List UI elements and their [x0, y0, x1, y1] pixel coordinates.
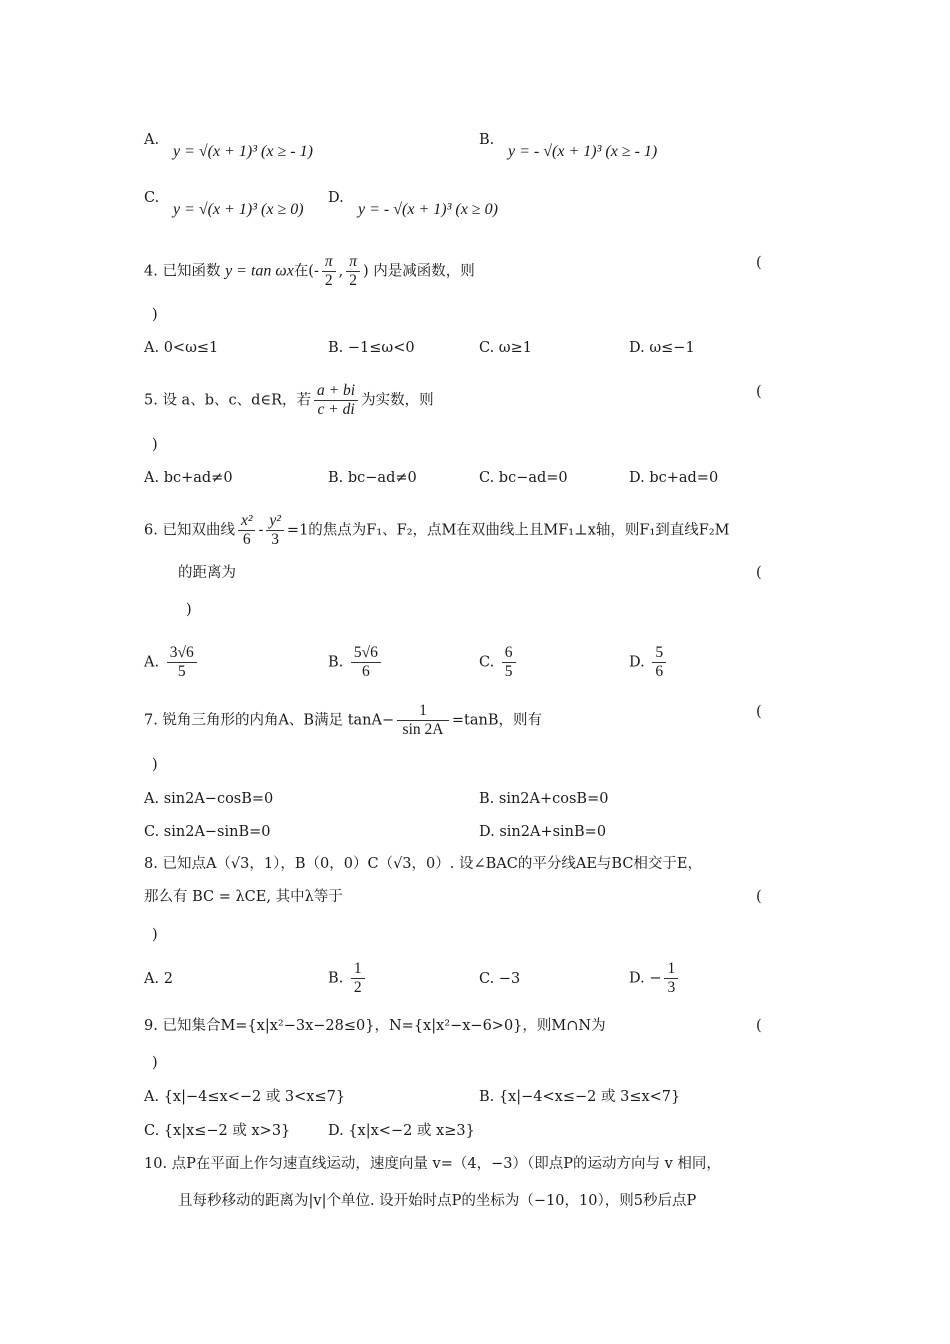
q6-stem-line2: 的距离为 [178, 565, 236, 581]
q10-stem-line2: 且每秒移动的距离为|v|个单位. 设开始时点P的坐标为（−10，10），则5秒后点P [178, 1193, 697, 1209]
question-number: 4. [144, 263, 158, 280]
q4-option-d: D. ω≤−1 [629, 340, 695, 356]
q9-option-c: C. {x|x≤−2 或 x>3} [144, 1123, 291, 1139]
q6-option-c: C. $\frac{6}{5}$ [479, 644, 519, 681]
q4-function: y = tan ωx [225, 262, 294, 280]
answer-paren-close: ) [152, 757, 158, 773]
q7-option-c: C. sin2A−sinB=0 [144, 824, 271, 840]
q5-fraction: $\frac{a + bi}{c + di}$ [314, 382, 358, 419]
answer-paren-close: ) [186, 602, 192, 618]
q4-stem-pre: 已知函数 [162, 263, 221, 280]
question-number: 10. [144, 1156, 168, 1172]
q6-option-a: A. $\frac{3√6}{5}$ [144, 644, 200, 681]
q8-stem-line1: 已知点A（√3，1），B（0，0）C（√3，0）. 设∠BAC的平分线AE与BC相交于E， [162, 856, 703, 872]
answer-paren-open: ( [756, 384, 762, 400]
question-4-stem: 4. 已知函数 y = tan ωx在(- $\frac{\pi}{2}$ , $\frac{\pi}{2}$ ) 内是减函数，则 [144, 253, 475, 289]
q10-stem-line1: 点P在平面上作匀速直线运动，速度向量 v=（4，−3）（即点P的运动方向与 v 相同， [171, 1156, 721, 1172]
q6-y2-over-3: $\frac{\text{y²}}{3}$ [266, 512, 284, 549]
answer-paren-close: ) [152, 307, 158, 323]
q7-fraction: $\frac{1}{\sin 2A}$ [397, 702, 449, 739]
q3-option-b-expr: y = - √(x + 1)³ (x ≥ - 1) [508, 143, 658, 160]
q3-option-c-expr: y = √(x + 1)³ (x ≥ 0) [173, 201, 304, 218]
q3-option-c-label: C. [144, 190, 160, 206]
answer-paren-open: ( [756, 255, 762, 271]
q5-stem-pre: 设 a、b、c、d∈R，若 [162, 392, 312, 409]
q3-option-a-label: A. [144, 132, 160, 148]
q4-option-c: C. ω≥1 [479, 340, 532, 356]
question-number: 8. [144, 856, 158, 872]
q9-stem: 已知集合M={x|x²−3x−28≤0}，N={x|x²−x−6>0}，则M∩N为 [162, 1018, 606, 1034]
q7-stem-post: =tanB，则有 [451, 712, 542, 729]
q9-option-b: B. {x|−4<x≤−2 或 3≤x<7} [479, 1089, 681, 1105]
q5-stem-post: 为实数，则 [361, 392, 434, 409]
q6-stem-pre: 已知双曲线 [162, 522, 235, 539]
q5-option-c: C. bc−ad=0 [479, 470, 568, 486]
answer-paren-close: ) [152, 927, 158, 943]
q7-option-a: A. sin2A−cosB=0 [144, 791, 274, 807]
q4-stem-post: ) 内是减函数，则 [363, 263, 475, 280]
q3-option-d-label: D. [328, 190, 344, 206]
q7-option-d: D. sin2A+sinB=0 [479, 824, 607, 840]
question-8-stem [144, 854, 702, 874]
q5-option-d: D. bc+ad=0 [629, 470, 719, 486]
answer-paren-open: ( [756, 565, 762, 581]
q6-stem-post: =1的焦点为F₁、F₂，点M在双曲线上且MF₁⊥x轴，则F₁到直线F₂M [286, 522, 730, 539]
q4-pi-over-2-a: $\frac{\pi}{2}$ [322, 253, 336, 290]
answer-paren-open: ( [756, 1018, 762, 1034]
q3-option-b-label: B. [479, 132, 495, 148]
q4-pi-over-2-b: $\frac{\pi}{2}$ [346, 253, 360, 290]
q5-option-a: A. bc+ad≠0 [144, 470, 233, 486]
question-9-stem [144, 1016, 606, 1036]
question-number: 7. [144, 712, 158, 729]
q7-stem-pre: 锐角三角形的内角A、B满足 tanA− [162, 712, 395, 729]
q8-option-c: C. −3 [479, 971, 521, 987]
q3-option-d-expr: y = - √(x + 1)³ (x ≥ 0) [358, 201, 498, 218]
q5-option-b: B. bc−ad≠0 [328, 470, 417, 486]
answer-paren-open: ( [756, 889, 762, 905]
q8-option-d: D. − $\frac{1}{3}$ [629, 960, 681, 997]
question-10-stem [144, 1154, 721, 1174]
q4-option-a: A. 0<ω≤1 [144, 340, 219, 356]
answer-paren-close: ) [152, 437, 158, 453]
question-number: 6. [144, 522, 158, 539]
question-number: 9. [144, 1018, 158, 1034]
answer-paren-open: ( [756, 704, 762, 720]
q8-stem-line2: 那么有 BC = λCE, 其中λ等于 [144, 889, 343, 905]
q8-option-b: B. $\frac{1}{2}$ [328, 960, 368, 997]
question-7-stem [144, 702, 542, 739]
q6-option-d: D. $\frac{5}{6}$ [629, 644, 669, 681]
q8-option-a: A. 2 [144, 971, 173, 987]
question-5-stem [144, 382, 434, 419]
q6-x2-over-6: $\frac{\text{x²}}{6}$ [238, 512, 256, 549]
q7-option-b: B. sin2A+cosB=0 [479, 791, 609, 807]
q4-interval-open: 在(- [293, 263, 319, 280]
question-6-stem: 6. 已知双曲线 $\frac{\text{x²}}{6}$ - $\frac{\text{y²}}{3}$ =1的焦点为F₁、F₂，点M在双曲线上且MF₁⊥x轴，则F₁到直线F₂M [144, 512, 730, 548]
question-number: 5. [144, 392, 158, 409]
answer-paren-close: ) [152, 1055, 158, 1071]
q4-option-b: B. −1≤ω<0 [328, 340, 415, 356]
q3-option-a-expr: y = √(x + 1)³ (x ≥ - 1) [173, 143, 313, 160]
q6-option-b: B. $\frac{5√6}{6}$ [328, 644, 384, 681]
q9-option-a: A. {x|−4≤x<−2 或 3<x≤7} [144, 1089, 346, 1105]
q9-option-d: D. {x|x<−2 或 x≥3} [328, 1123, 475, 1139]
